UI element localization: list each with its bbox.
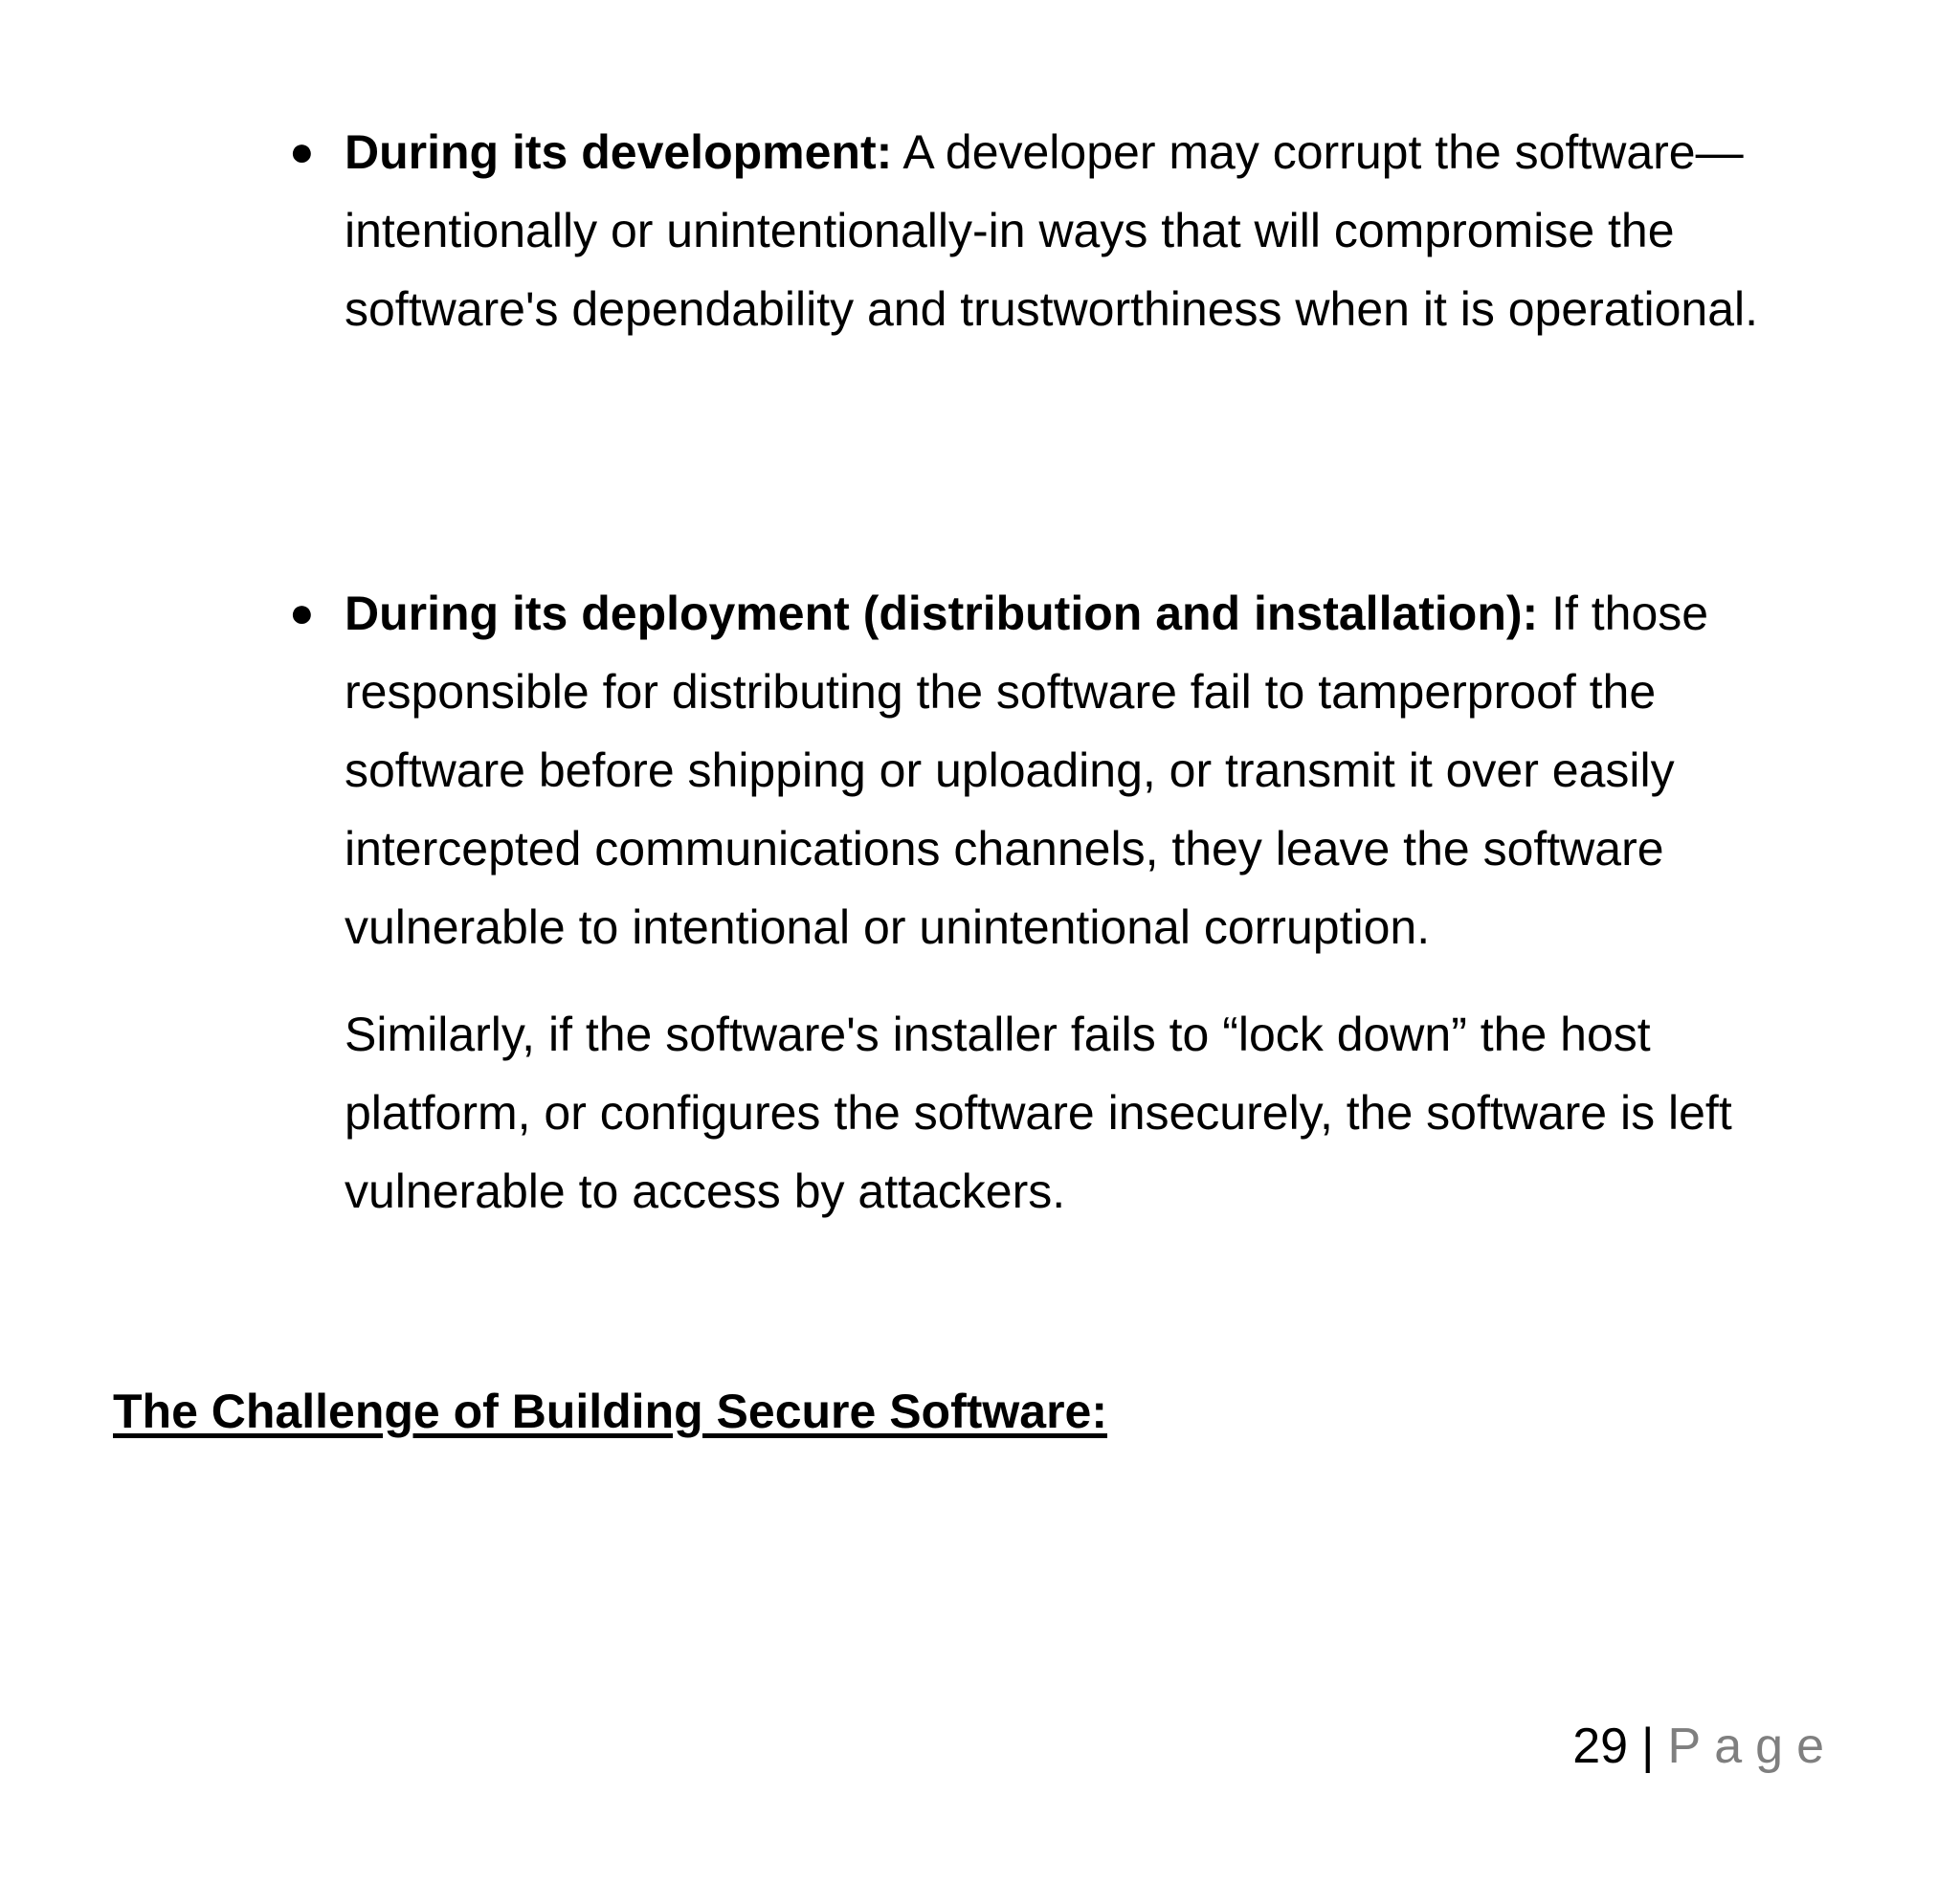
bullet-item-development [289, 113, 1838, 348]
page-label: Page [1667, 1719, 1838, 1774]
bullet-text-deployment: If those responsible for distributing the software fail to tamperproof the software before shipping or uploading, or transmit it over easily intercepted communications channels, they leave the software vulnerable to intentional or unintentional corruption. [345, 587, 1709, 954]
paragraph-similarly: Similarly, if the software's installer fails to “lock down” the host platform, or configures the software insecurely, the software is left vulnerable to access by attackers. [345, 1008, 1732, 1218]
section-heading: The Challenge of Building Secure Software: [113, 1385, 1108, 1438]
bullet-marker: ● [289, 128, 315, 175]
bullet-lead-deployment: During its deployment (distribution and installation): [345, 587, 1539, 640]
page-number: 29 [1572, 1719, 1629, 1774]
page-separator: | [1641, 1719, 1655, 1774]
bullet-item-deployment [289, 574, 1838, 966]
bullet-lead-development: During its development: [345, 125, 893, 179]
bullet-text-development: A developer may corrupt the software—intentionally or unintentionally-in ways that will compromise the software's dependability and trustworthiness when it is operational. [345, 125, 1759, 336]
page-footer [1572, 1713, 1838, 1780]
bullet-marker: ● [289, 589, 315, 636]
